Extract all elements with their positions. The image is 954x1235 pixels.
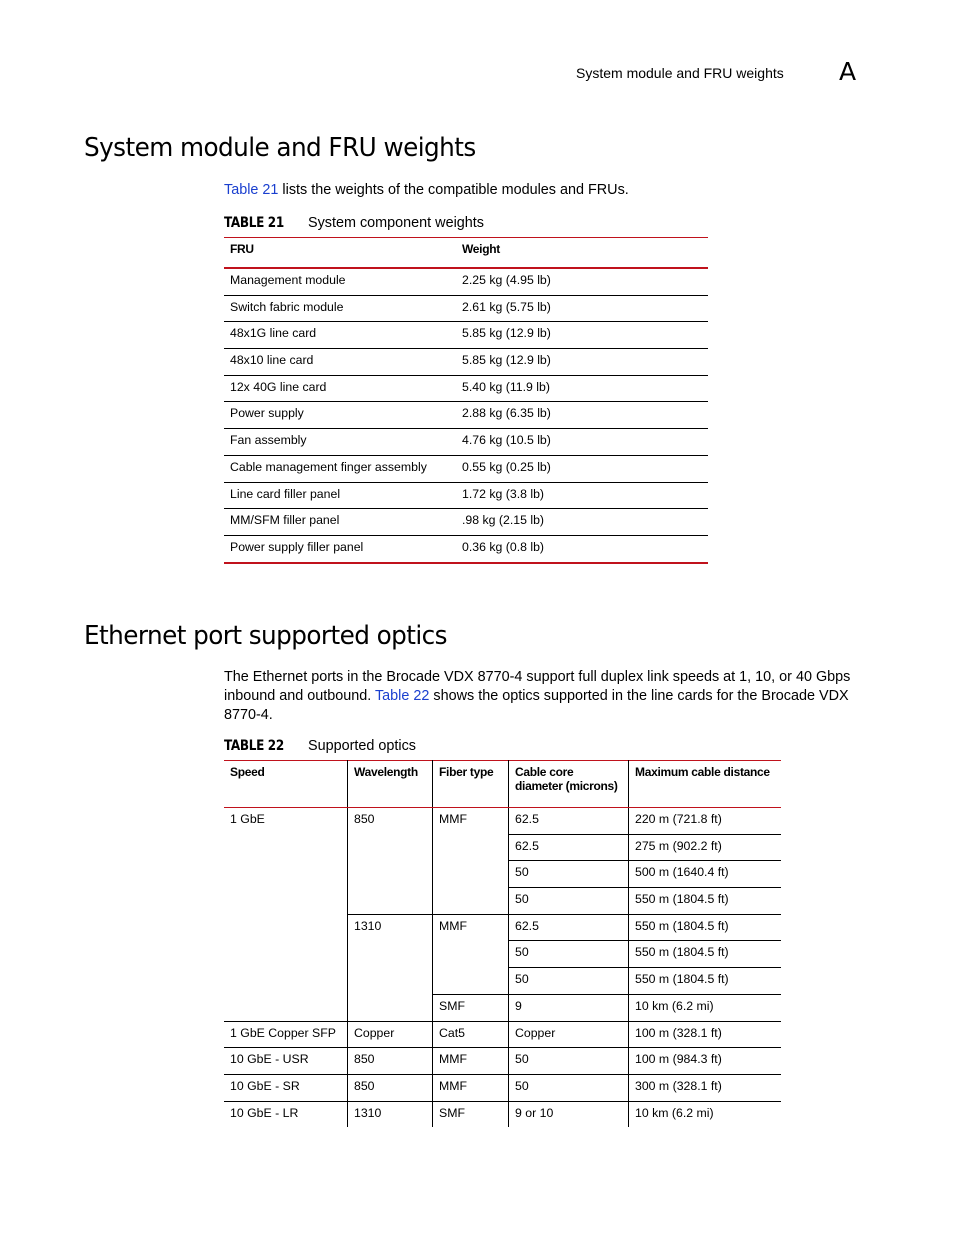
table-cell: Line card filler panel bbox=[224, 482, 456, 509]
table-cell: 50 bbox=[509, 1048, 629, 1075]
table-cell: 300 m (328.1 ft) bbox=[629, 1074, 782, 1101]
table-cell: 9 or 10 bbox=[509, 1101, 629, 1127]
section-heading-weights: System module and FRU weights bbox=[84, 133, 476, 163]
table-cell: 62.5 bbox=[509, 808, 629, 835]
table-cell: 62.5 bbox=[509, 914, 629, 941]
table-cell: 1 GbE Copper SFP bbox=[224, 1021, 348, 1048]
table-row bbox=[224, 455, 708, 482]
weights-table bbox=[224, 237, 708, 564]
table-cell: Power supply bbox=[224, 402, 456, 429]
table-cell bbox=[224, 861, 348, 888]
table-cell: 1 GbE bbox=[224, 808, 348, 835]
table-row bbox=[224, 322, 708, 349]
weights-intro: Table 21 lists the weights of the compatible modules and FRUs. bbox=[224, 182, 629, 198]
column-header: FRU bbox=[224, 238, 456, 269]
table-cell: MMF bbox=[433, 808, 509, 835]
table-cell bbox=[348, 994, 433, 1021]
table-cell: .98 kg (2.15 lb) bbox=[456, 509, 708, 536]
table-cell: SMF bbox=[433, 994, 509, 1021]
table-row bbox=[224, 375, 708, 402]
table-row bbox=[224, 834, 781, 861]
table-row bbox=[224, 402, 708, 429]
table-row bbox=[224, 429, 708, 456]
table-cell: 50 bbox=[509, 888, 629, 915]
table-cell: 10 GbE - USR bbox=[224, 1048, 348, 1075]
column-header: Fiber type bbox=[433, 761, 509, 808]
table-cell bbox=[433, 941, 509, 968]
table-cell: 10 km (6.2 mi) bbox=[629, 994, 782, 1021]
table-row bbox=[224, 535, 708, 562]
table-cell: 550 m (1804.5 ft) bbox=[629, 968, 782, 995]
column-header: Maximum cable distance bbox=[629, 761, 782, 808]
table-cell: 100 m (984.3 ft) bbox=[629, 1048, 782, 1075]
table-cell: 48x1G line card bbox=[224, 322, 456, 349]
table-cell: Fan assembly bbox=[224, 429, 456, 456]
table-cell: 850 bbox=[348, 1048, 433, 1075]
table-cell: 550 m (1804.5 ft) bbox=[629, 941, 782, 968]
table-cell bbox=[433, 834, 509, 861]
table-cell: 1.72 kg (3.8 lb) bbox=[456, 482, 708, 509]
table-cell: Copper bbox=[509, 1021, 629, 1048]
table-cell: 1310 bbox=[348, 1101, 433, 1127]
table-row bbox=[224, 509, 708, 536]
table-cell: Cat5 bbox=[433, 1021, 509, 1048]
table-cell: 4.76 kg (10.5 lb) bbox=[456, 429, 708, 456]
table-row bbox=[224, 941, 781, 968]
table-cell: 48x10 line card bbox=[224, 349, 456, 376]
table-cell: MMF bbox=[433, 1048, 509, 1075]
table-cell: 5.85 kg (12.9 lb) bbox=[456, 349, 708, 376]
table-row bbox=[224, 349, 708, 376]
table-cell: 0.36 kg (0.8 lb) bbox=[456, 535, 708, 562]
table-cell: 0.55 kg (0.25 lb) bbox=[456, 455, 708, 482]
optics-table bbox=[224, 760, 781, 1127]
table-cell: 550 m (1804.5 ft) bbox=[629, 914, 782, 941]
section-heading-optics: Ethernet port supported optics bbox=[84, 621, 447, 651]
table-cell bbox=[224, 914, 348, 941]
table-cell: Switch fabric module bbox=[224, 295, 456, 322]
table-cell bbox=[224, 994, 348, 1021]
table-cell: 50 bbox=[509, 941, 629, 968]
table-cell: 2.61 kg (5.75 lb) bbox=[456, 295, 708, 322]
table-cell: Management module bbox=[224, 268, 456, 295]
table-cell: 50 bbox=[509, 968, 629, 995]
table-cell bbox=[348, 941, 433, 968]
table-row bbox=[224, 268, 708, 295]
table-cell bbox=[348, 834, 433, 861]
table-cell: Copper bbox=[348, 1021, 433, 1048]
table-cell: 275 m (902.2 ft) bbox=[629, 834, 782, 861]
table-cell bbox=[433, 861, 509, 888]
table-21-caption: TABLE 21 System component weights bbox=[224, 215, 484, 231]
table-cell bbox=[224, 941, 348, 968]
table-cell: 50 bbox=[509, 861, 629, 888]
table-row bbox=[224, 861, 781, 888]
table-row bbox=[224, 808, 781, 835]
table-cell: 5.85 kg (12.9 lb) bbox=[456, 322, 708, 349]
table-cell: 1310 bbox=[348, 914, 433, 941]
table-cell: 50 bbox=[509, 1074, 629, 1101]
table-cell bbox=[348, 861, 433, 888]
table-row bbox=[224, 914, 781, 941]
table-cell: 10 GbE - LR bbox=[224, 1101, 348, 1127]
table-cell: MMF bbox=[433, 1074, 509, 1101]
optics-intro: The Ethernet ports in the Brocade VDX 8770-4 support full duplex link speeds at 1, 10, or 40 Gbps inbound and outbound. Table 22 shows the optics supported in the line cards for the Brocade VDX 8770-4. bbox=[224, 669, 851, 723]
table-cell: 500 m (1640.4 ft) bbox=[629, 861, 782, 888]
table-cell: 850 bbox=[348, 808, 433, 835]
table-row bbox=[224, 1101, 781, 1127]
table-cell: 62.5 bbox=[509, 834, 629, 861]
table-cell: Power supply filler panel bbox=[224, 535, 456, 562]
table-cell: 220 m (721.8 ft) bbox=[629, 808, 782, 835]
table-cell bbox=[433, 888, 509, 915]
column-header: Speed bbox=[224, 761, 348, 808]
table-cell: 550 m (1804.5 ft) bbox=[629, 888, 782, 915]
table-cell: 5.40 kg (11.9 lb) bbox=[456, 375, 708, 402]
appendix-letter: A bbox=[839, 57, 857, 86]
running-header-title: System module and FRU weights bbox=[576, 65, 784, 81]
table-row bbox=[224, 482, 708, 509]
table-row bbox=[224, 295, 708, 322]
table-cell: 10 GbE - SR bbox=[224, 1074, 348, 1101]
table-cell: MM/SFM filler panel bbox=[224, 509, 456, 536]
table-cell bbox=[348, 888, 433, 915]
table-22-caption: TABLE 22 Supported optics bbox=[224, 738, 417, 754]
table-cell bbox=[433, 968, 509, 995]
column-header: Wavelength bbox=[348, 761, 433, 808]
table-cell bbox=[224, 888, 348, 915]
table-row bbox=[224, 1048, 781, 1075]
table-row bbox=[224, 1074, 781, 1101]
table-22-link[interactable]: Table 22 bbox=[374, 688, 430, 704]
table-cell: 10 km (6.2 mi) bbox=[635, 1105, 714, 1120]
table-cell bbox=[224, 834, 348, 861]
table-cell: SMF bbox=[433, 1101, 509, 1127]
table-row bbox=[224, 888, 781, 915]
table-cell: 9 bbox=[509, 994, 629, 1021]
table-cell: 2.88 kg (6.35 lb) bbox=[456, 402, 708, 429]
table-row bbox=[224, 968, 781, 995]
table-cell: 850 bbox=[348, 1074, 433, 1101]
table-cell: Cable management finger assembly bbox=[224, 455, 456, 482]
column-header: Weight bbox=[456, 238, 708, 269]
table-cell: 100 m (328.1 ft) bbox=[629, 1021, 782, 1048]
table-cell bbox=[348, 968, 433, 995]
column-header: Cable core diameter (microns) bbox=[509, 761, 629, 808]
table-row bbox=[224, 1021, 781, 1048]
table-cell: MMF bbox=[433, 914, 509, 941]
table-cell: 2.25 kg (4.95 lb) bbox=[456, 268, 708, 295]
table-cell: 12x 40G line card bbox=[224, 375, 456, 402]
table-21-link[interactable]: Table 21 bbox=[224, 182, 279, 198]
table-row bbox=[224, 994, 781, 1021]
table-cell bbox=[224, 968, 348, 995]
